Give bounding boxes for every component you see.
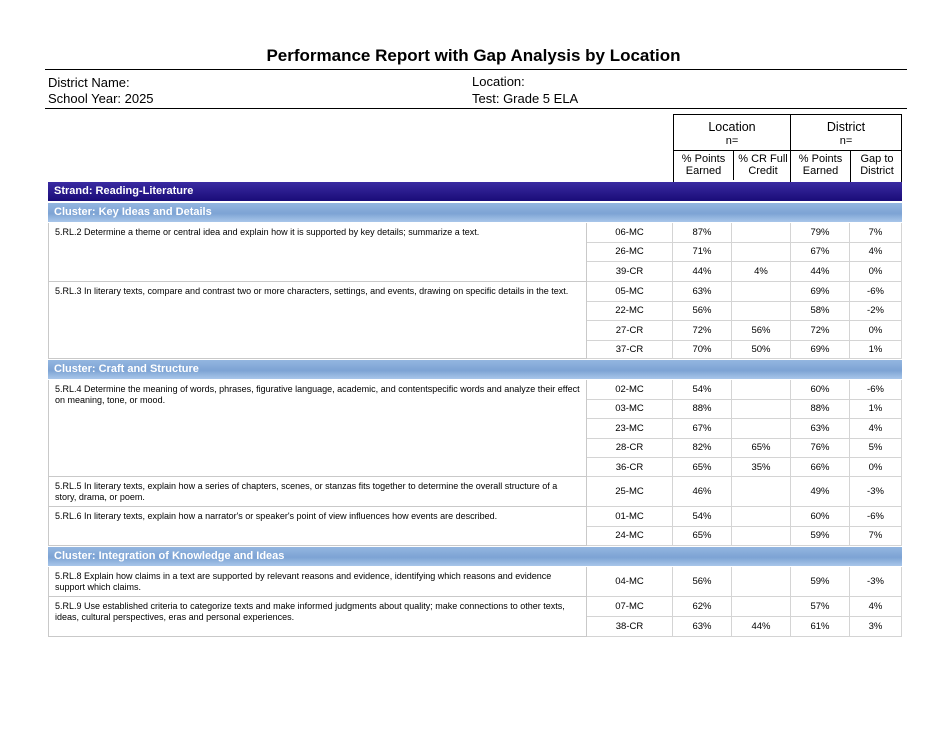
standard-description: 5.RL.9 Use established criteria to categorize texts and make informed judgments about quality; make connections to other texts, ideas, cultural perspectives, eras and personal experiences.	[48, 597, 587, 637]
gap-to-district-cell: -6%	[850, 507, 902, 526]
gap-to-district-cell: 0%	[850, 321, 902, 340]
school-year: School Year: 2025	[48, 91, 154, 106]
item-id-cell: 02-MC	[587, 380, 673, 399]
item-id-cell: 37-CR	[587, 341, 673, 359]
district-pct-points-cell: 58%	[791, 302, 850, 321]
location-cr-full-credit-cell	[732, 243, 791, 262]
gap-to-district-cell: 0%	[850, 458, 902, 476]
table-row	[587, 617, 902, 638]
item-id-cell: 39-CR	[587, 262, 673, 281]
gap-to-district-cell: 7%	[850, 527, 902, 546]
location-pct-points-cell: 72%	[673, 321, 732, 340]
location-header: Location	[708, 120, 756, 134]
gap-to-district-cell: 4%	[850, 419, 902, 438]
location-pct-points-cell: 82%	[673, 439, 732, 458]
item-id-cell: 05-MC	[587, 282, 673, 301]
location-pct-points-cell: 63%	[673, 617, 732, 637]
gap-to-district-cell: -6%	[850, 380, 902, 399]
district-header: District	[826, 120, 866, 134]
gap-to-district-cell: 7%	[850, 223, 902, 242]
cluster-banner-craft-structure: Cluster: Craft and Structure	[48, 360, 902, 379]
district-pct-points-cell: 66%	[791, 458, 850, 476]
table-row	[587, 458, 902, 477]
table-row	[587, 419, 902, 439]
district-pct-points-cell: 79%	[791, 223, 850, 242]
table-row	[587, 527, 902, 547]
table-row	[587, 223, 902, 243]
location-pct-points-cell: 71%	[673, 243, 732, 262]
location-cr-full-credit-cell	[732, 567, 791, 596]
header-divider-top	[45, 69, 907, 70]
standard-description: 5.RL.4 Determine the meaning of words, phrases, figurative language, academic, and contentspecific words and analyze their effect on meaning, tone, or mood.	[48, 380, 587, 477]
location-pct-points-cell: 54%	[673, 507, 732, 526]
standard-description: 5.RL.6 In literary texts, explain how a narrator's or speaker's point of view influences how events are described.	[48, 507, 587, 546]
item-id-cell: 25-MC	[587, 477, 673, 506]
location-cr-full-credit-cell	[732, 507, 791, 526]
location-cr-full-credit-cell: 35%	[732, 458, 791, 476]
table-row	[587, 597, 902, 617]
table-row	[587, 282, 902, 302]
item-id-cell: 04-MC	[587, 567, 673, 596]
gap-to-district-cell: -3%	[850, 567, 902, 596]
item-id-cell: 27-CR	[587, 321, 673, 340]
standard-description: 5.RL.2 Determine a theme or central idea and explain how it is supported by key details; summarize a text.	[48, 223, 587, 282]
standard-description: 5.RL.5 In literary texts, explain how a series of chapters, scenes, or stanzas fits together to determine the overall structure of a story, drama, or poem.	[48, 477, 587, 507]
table-row	[587, 400, 902, 420]
district-pct-points-cell: 69%	[791, 341, 850, 359]
item-id-cell: 01-MC	[587, 507, 673, 526]
district-pct-points-cell: 72%	[791, 321, 850, 340]
gap-to-district-cell: 0%	[850, 262, 902, 281]
gap-to-district-cell: 3%	[850, 617, 902, 637]
location-pct-points-cell: 54%	[673, 380, 732, 399]
district-pct-points-cell: 59%	[791, 567, 850, 596]
location-n: n=	[725, 135, 739, 147]
strand-banner: Strand: Reading-Literature	[48, 182, 902, 201]
item-id-cell: 03-MC	[587, 400, 673, 419]
gap-to-district-cell: 4%	[850, 597, 902, 616]
gap-to-district-cell: 1%	[850, 341, 902, 359]
location-label: Location:	[472, 74, 525, 89]
location-cr-full-credit-cell: 4%	[732, 262, 791, 281]
item-id-cell: 24-MC	[587, 527, 673, 546]
location-pct-points-cell: 44%	[673, 262, 732, 281]
table-row	[587, 262, 902, 282]
standard-description: 5.RL.8 Explain how claims in a text are supported by relevant reasons and evidence, identifying which reasons and evidence support which claims.	[48, 567, 587, 597]
gap-to-district-cell: 4%	[850, 243, 902, 262]
pct-cr-full-credit-header: % CR Full Credit	[733, 150, 792, 180]
location-pct-points-cell: 56%	[673, 567, 732, 596]
location-pct-points-cell: 67%	[673, 419, 732, 438]
gap-to-district-cell: 5%	[850, 439, 902, 458]
location-pct-points-cell: 88%	[673, 400, 732, 419]
gap-to-district-cell: -3%	[850, 477, 902, 506]
item-id-cell: 07-MC	[587, 597, 673, 616]
table-row	[587, 321, 902, 341]
item-id-cell: 23-MC	[587, 419, 673, 438]
district-pct-points-cell: 59%	[791, 527, 850, 546]
location-pct-points-cell: 87%	[673, 223, 732, 242]
header-divider-bottom	[45, 108, 907, 109]
location-cr-full-credit-cell	[732, 282, 791, 301]
table-row	[587, 567, 902, 597]
location-cr-full-credit-cell	[732, 597, 791, 616]
district-pct-points-header: % Points Earned	[798, 153, 843, 177]
table-row	[587, 243, 902, 263]
table-row	[587, 439, 902, 459]
gap-to-district-cell: -2%	[850, 302, 902, 321]
location-pct-points-cell: 70%	[673, 341, 732, 359]
location-pct-points-cell: 46%	[673, 477, 732, 506]
district-pct-points-cell: 63%	[791, 419, 850, 438]
location-cr-full-credit-cell: 56%	[732, 321, 791, 340]
item-id-cell: 28-CR	[587, 439, 673, 458]
location-pct-points-cell: 56%	[673, 302, 732, 321]
district-pct-points-cell: 57%	[791, 597, 850, 616]
location-pct-points-cell: 63%	[673, 282, 732, 301]
district-pct-points-cell: 76%	[791, 439, 850, 458]
district-name: District Name:	[48, 75, 130, 90]
location-cr-full-credit-cell	[732, 527, 791, 546]
location-cr-full-credit-cell	[732, 223, 791, 242]
table-row	[587, 380, 902, 400]
location-column-group	[673, 114, 791, 183]
standard-description: 5.RL.3 In literary texts, compare and contrast two or more characters, settings, and events, drawing on specific details in the text.	[48, 282, 587, 359]
district-pct-points-cell: 88%	[791, 400, 850, 419]
location-cr-full-credit-cell: 65%	[732, 439, 791, 458]
report-title: Performance Report with Gap Analysis by Location	[266, 46, 681, 65]
item-id-cell: 26-MC	[587, 243, 673, 262]
district-pct-points-cell: 61%	[791, 617, 850, 637]
cluster-banner-integration: Cluster: Integration of Knowledge and Ideas	[48, 547, 902, 566]
location-cr-full-credit-cell	[732, 400, 791, 419]
item-id-cell: 38-CR	[587, 617, 673, 637]
location-cr-full-credit-cell: 44%	[732, 617, 791, 637]
location-pct-points-cell: 62%	[673, 597, 732, 616]
item-id-cell: 06-MC	[587, 223, 673, 242]
table-row	[587, 477, 902, 507]
district-n: n=	[839, 135, 853, 147]
location-pct-points-cell: 65%	[673, 458, 732, 476]
item-id-cell: 36-CR	[587, 458, 673, 476]
table-row	[587, 507, 902, 527]
district-pct-points-cell: 60%	[791, 507, 850, 526]
gap-to-district-cell: 1%	[850, 400, 902, 419]
cluster-banner-key-ideas: Cluster: Key Ideas and Details	[48, 203, 902, 222]
table-row	[587, 302, 902, 322]
location-pct-points-cell: 65%	[673, 527, 732, 546]
item-id-cell: 22-MC	[587, 302, 673, 321]
location-cr-full-credit-cell	[732, 419, 791, 438]
gap-to-district-header: Gap to District	[850, 150, 903, 184]
location-cr-full-credit-cell	[732, 302, 791, 321]
district-column-group	[790, 114, 902, 183]
location-cr-full-credit-cell: 50%	[732, 341, 791, 359]
location-cr-full-credit-cell	[732, 380, 791, 399]
district-pct-points-cell: 69%	[791, 282, 850, 301]
district-pct-points-cell: 67%	[791, 243, 850, 262]
district-pct-points-cell: 44%	[791, 262, 850, 281]
pct-points-earned-header: % Points Earned	[681, 153, 726, 177]
gap-to-district-cell: -6%	[850, 282, 902, 301]
district-pct-points-cell: 60%	[791, 380, 850, 399]
location-cr-full-credit-cell	[732, 477, 791, 506]
district-pct-points-cell: 49%	[791, 477, 850, 506]
test-name: Test: Grade 5 ELA	[472, 91, 579, 106]
table-row	[587, 341, 902, 360]
